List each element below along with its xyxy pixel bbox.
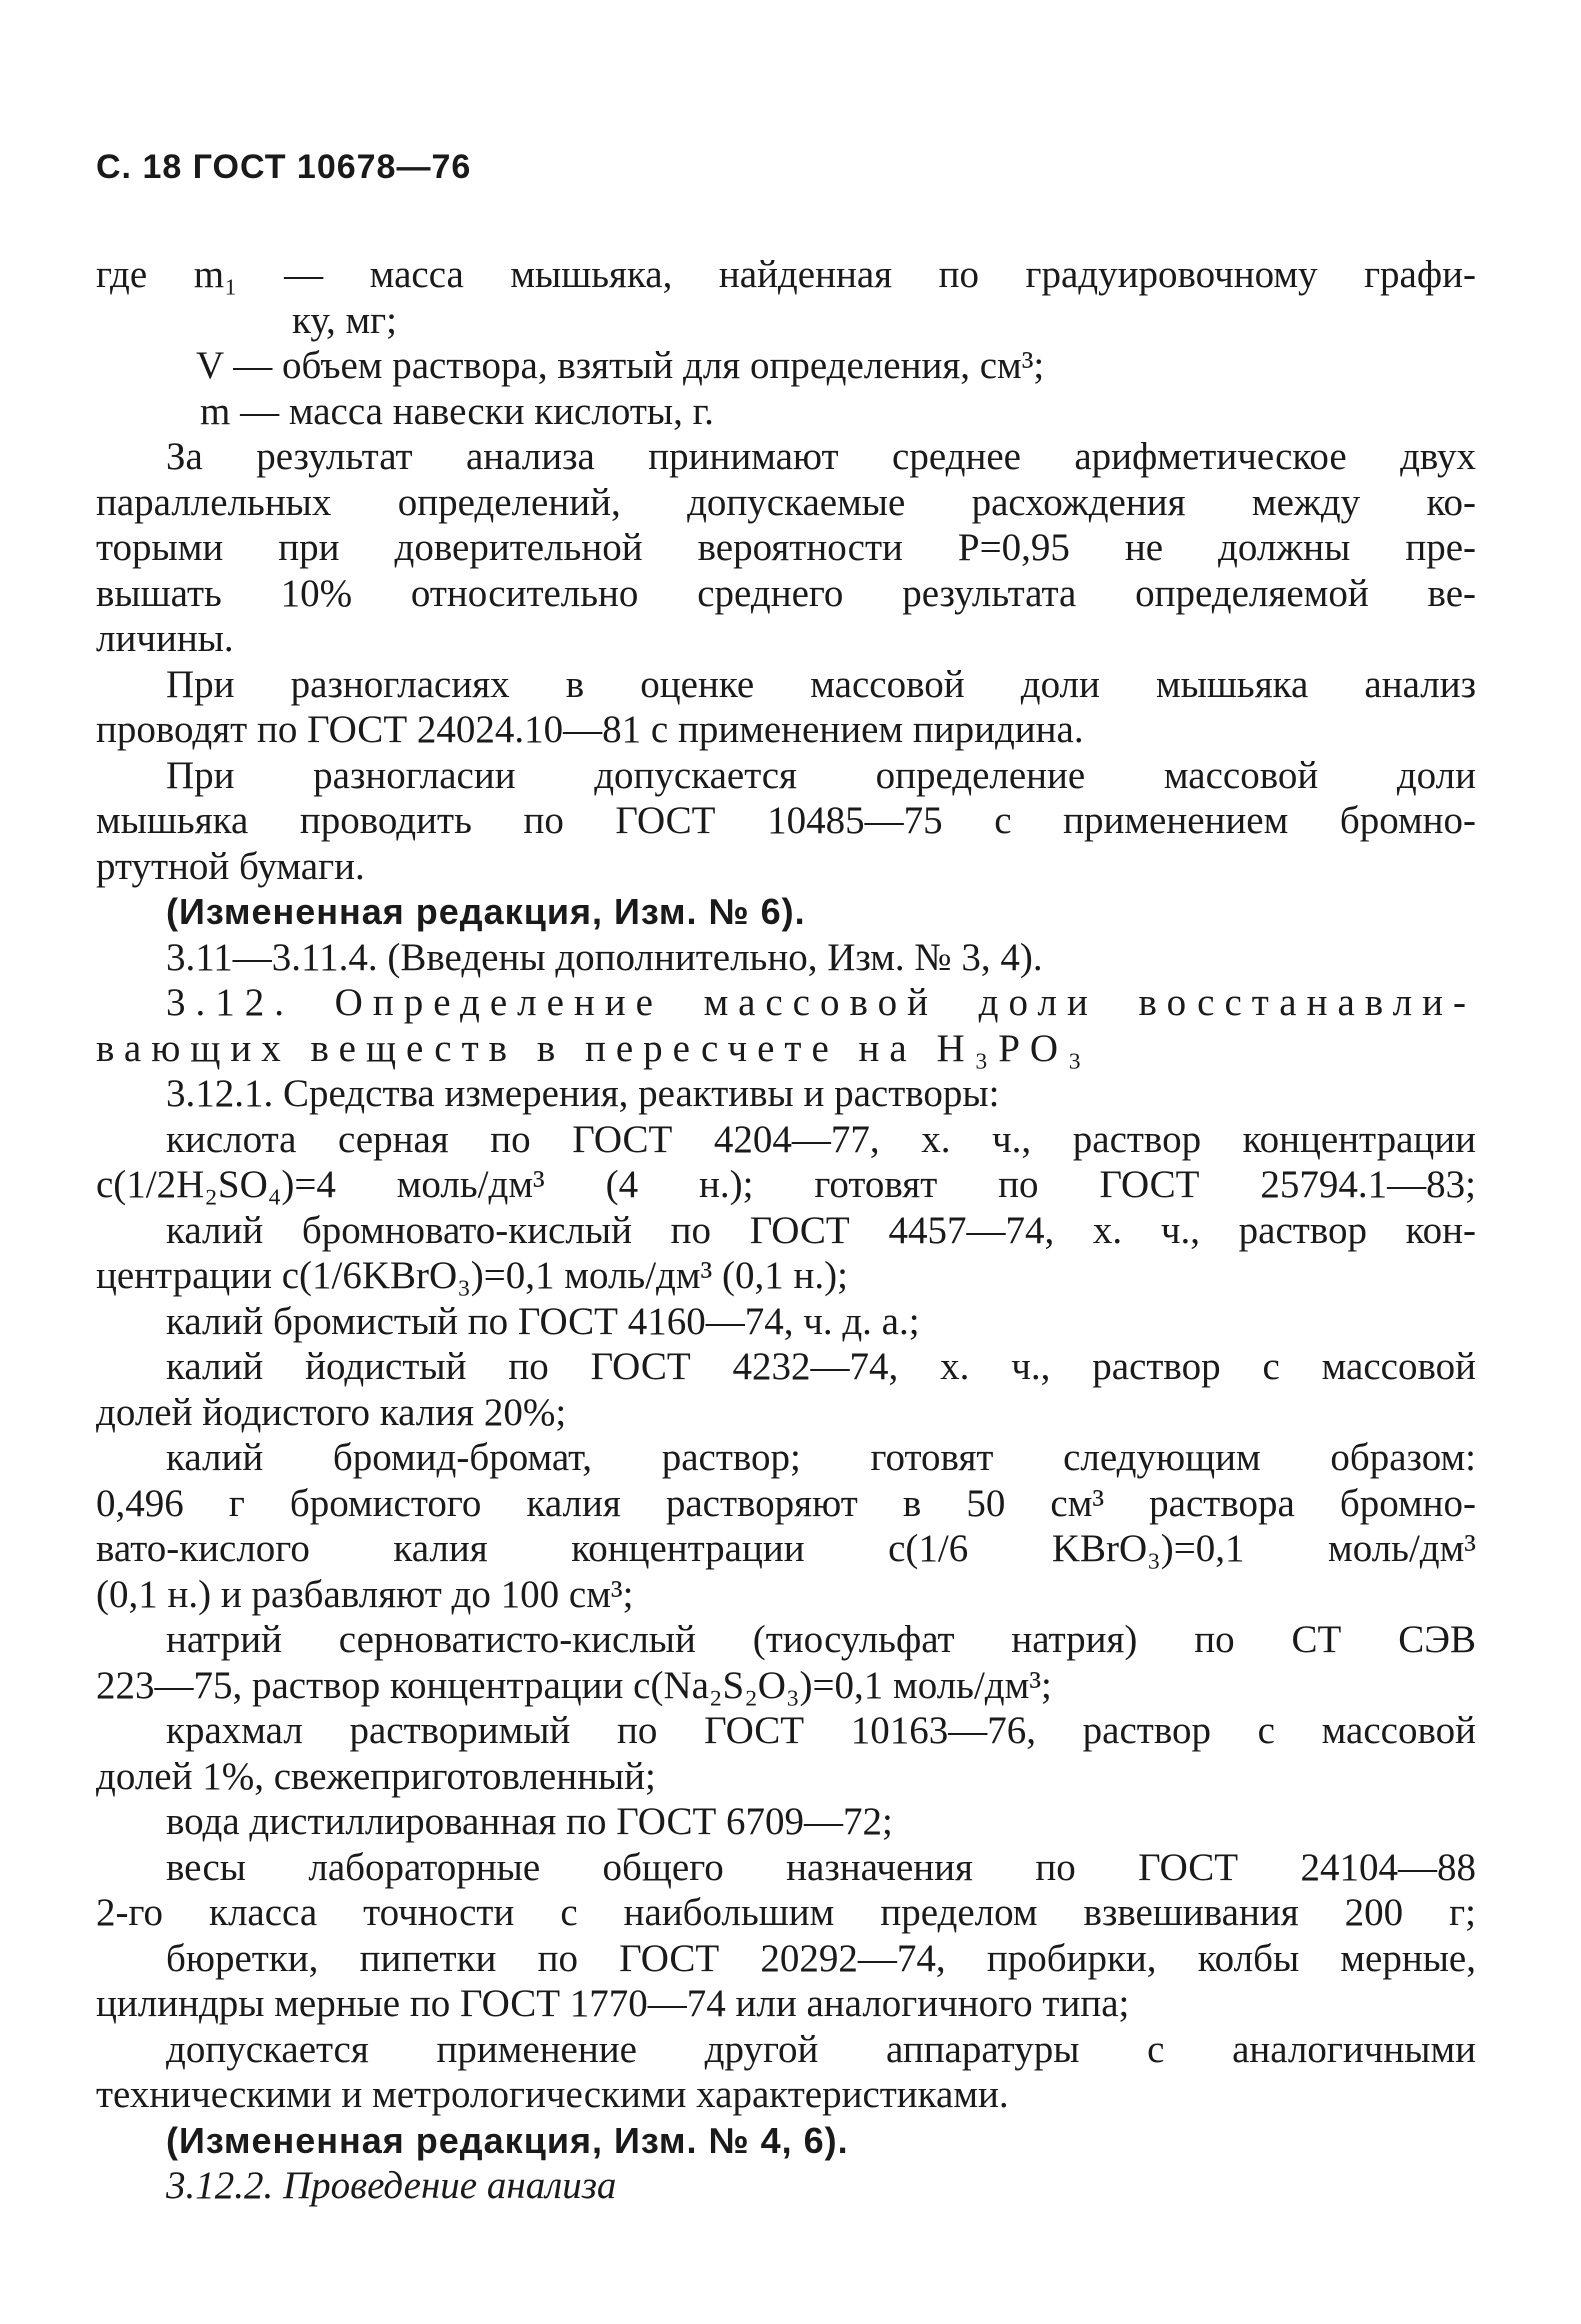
text-line: калий бромид-бромат, раствор; готовят следующим образом: [166, 1436, 1476, 1479]
text-line: 0,496 г бромистого калия растворяют в 50 см³ раствора бромно- [96, 1481, 1476, 1525]
text-line: цилиндры мерные по ГОСТ 1770—74 или аналогичного типа; [96, 1982, 1130, 2025]
text-line: c(1/2H₂SO₄)=4 моль/дм³ (4 н.); готовят по ГОСТ 25794.1—83; [96, 1163, 1476, 1206]
text-line: (Измененная редакция, Изм. № 4, 6). [166, 2119, 849, 2161]
text-line: вато-кислого калия концентрации c(1/6 KBrO₃)=0,1 моль/дм³ [96, 1527, 1476, 1570]
text-line: 223—75, раствор концентрации c(Na₂S₂O₃)=0,1 моль/дм³; [96, 1663, 1052, 1707]
text-line: ртутной бумаги. [96, 844, 365, 888]
text-line: долей 1%, свежеприготовленный; [96, 1754, 656, 1798]
text-line: допускается применение другой аппаратуры с аналогичными [166, 2027, 1476, 2071]
text-line: долей йодистого калия 20%; [96, 1390, 567, 1434]
text-line: При разногласии допускается определение массовой доли [166, 753, 1476, 797]
text-line: техническими и метрологическими характеристиками. [96, 2073, 1009, 2116]
text-line: проводят по ГОСТ 24024.10—81 с применением пиридина. [96, 708, 1084, 751]
text-line: вающих веществ в пересчете на H₃PO₃ [96, 1026, 1092, 1070]
text-line: торыми при доверительной вероятности P=0,95 не должны пре- [96, 526, 1476, 569]
text-line: При разногласиях в оценке массовой доли мышьяка анализ [166, 662, 1476, 706]
text-line: где m₁ — масса мышьяка, найденная по градуировочному графи- [96, 253, 1476, 296]
text-line: калий йодистый по ГОСТ 4232—74, х. ч., раствор с массовой [166, 1345, 1476, 1388]
text-line: V — объем раствора, взятый для определения, см³; [196, 344, 1045, 387]
text-line: параллельных определений, допускаемые расхождения между ко- [96, 480, 1476, 524]
text-line: центрации c(1/6KBrO₃)=0,1 моль/дм³ (0,1 н.); [96, 1254, 848, 1297]
text-line: бюретки, пипетки по ГОСТ 20292—74, пробирки, колбы мерные, [166, 1936, 1476, 1980]
text-line: 3.12.2. Проведение анализа [166, 2164, 617, 2207]
text-line: 2-го класса точности с наибольшим пределом взвешивания 200 г; [96, 1891, 1476, 1934]
text-line: 3.11—3.11.4. (Введены дополнительно, Изм. № 3, 4). [166, 935, 1043, 979]
text-line: калий бромновато-кислый по ГОСТ 4457—74, х. ч., раствор кон- [166, 1208, 1476, 1252]
body-text [96, 252, 1476, 2209]
text-line: весы лабораторные общего назначения по ГОСТ 24104—88 [166, 1845, 1476, 1889]
text-line: m — масса навески кислоты, г. [200, 389, 714, 433]
text-line: мышьяка проводить по ГОСТ 10485—75 с применением бромно- [96, 799, 1476, 842]
text-line: ку, мг; [292, 298, 398, 342]
text-line: вода дистиллированная по ГОСТ 6709—72; [166, 1800, 893, 1843]
text-line: (Измененная редакция, Изм. № 6). [166, 891, 806, 932]
text-line: личины. [96, 617, 234, 660]
text-line: вышать 10% относительно среднего результата определяемой ве- [96, 571, 1476, 615]
text-line: За результат анализа принимают среднее арифметическое двух [166, 435, 1476, 478]
text-line: калий бромистый по ГОСТ 4160—74, ч. д. а.; [166, 1299, 920, 1343]
text-line: 3.12.1. Средства измерения, реактивы и растворы: [166, 1072, 1000, 1115]
text-line: 3.12. Определение массовой доли восстанавли- [166, 981, 1476, 1024]
text-line: кислота серная по ГОСТ 4204—77, х. ч., раствор концентрации [166, 1117, 1476, 1161]
page-header: С. 18 ГОСТ 10678—76 [96, 148, 472, 186]
text-line: натрий серноватисто-кислый (тиосульфат натрия) по СТ СЭВ [166, 1618, 1476, 1661]
text-line: крахмал растворимый по ГОСТ 10163—76, раствор с массовой [166, 1709, 1476, 1752]
text-line: (0,1 н.) и разбавляют до 100 см³; [96, 1572, 634, 1616]
